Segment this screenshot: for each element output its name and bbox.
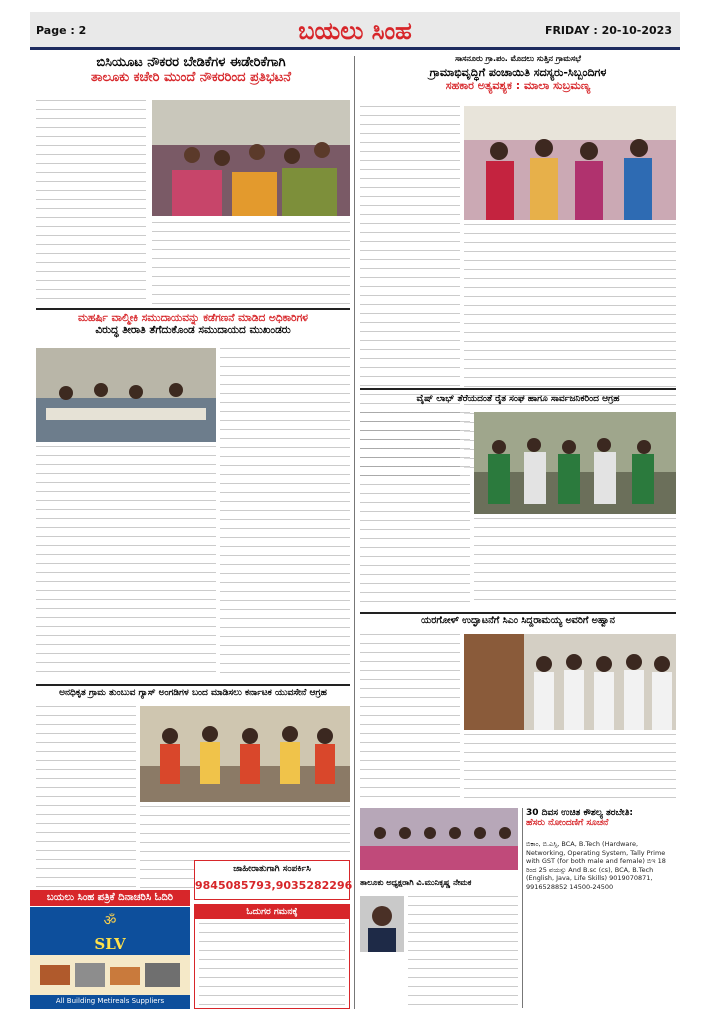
column-divider bbox=[354, 56, 355, 1009]
readers-notice-heading: ಓದುಗರ ಗಮನಕ್ಕೆ bbox=[195, 905, 349, 919]
article-1-text-continued bbox=[152, 222, 350, 304]
divider bbox=[36, 308, 350, 310]
subscribe-ad-heading: ಬಯಲು ಸಿಂಹ ಪತ್ರಿಕೆ ದಿನಾಚರಿಸಿ ಓದಿರಿ bbox=[30, 890, 190, 906]
newspaper-page bbox=[30, 12, 680, 1012]
farmers-protest-photo bbox=[474, 412, 676, 514]
article-1-photo bbox=[152, 100, 350, 216]
r3-photo bbox=[464, 634, 676, 730]
newspaper-title: ಬಯಲು ಸಿಂಹ bbox=[298, 16, 412, 45]
readers-notice-text bbox=[199, 923, 345, 1005]
r3-headline: ಯರಗೋಳ್ ಉದ್ಘಾಟನೆಗೆ ಸಿಎಂ ಸಿದ್ದರಾಮಯ್ಯ ಅವರಿಗೆ ಅಹ್ವಾನ bbox=[421, 616, 615, 626]
meeting-inset-photo bbox=[360, 808, 518, 870]
article-2-headline bbox=[36, 312, 350, 346]
divider bbox=[36, 684, 350, 686]
bricks-icon bbox=[30, 955, 190, 995]
readers-notice bbox=[194, 904, 350, 1009]
article-3-headline: ಅನಧಿಕೃತ ಗ್ರಾಮ ತುಂಬುವ ಗ್ಯಾಸ್ ಅಂಗಡಿಗಳ ಬಂದ ಮಾಡಿಸಲು ಕರ್ನಾಟಕ ಯುವಸೇನೆ ಆಗ್ರಹ bbox=[59, 688, 327, 698]
slv-enterprises-name: SLV bbox=[94, 935, 126, 953]
r5-headline: ತಾಲೂಕು ಅಧ್ಯಕ್ಷರಾಗಿ ವಿ.ಮುನಿಕೃಷ್ಣ ನೇಮಕ bbox=[360, 878, 472, 887]
portrait-photo bbox=[360, 896, 404, 952]
article-2-headline-line1: ಮಹರ್ಷಿ ವಾಲ್ಮೀಕಿ ಸಮುದಾಯವನ್ನು ಕಡೆಗಣನೆ ಮಾಡಿದ ಅಧಿಕಾರಿಗಳ bbox=[78, 312, 308, 324]
r4-headline-line1: 30 ದಿವಸ ಉಚಿತ ಕೌಶಲ್ಯ ತರಬೇತಿ: bbox=[526, 808, 633, 818]
r1-headline bbox=[360, 67, 676, 101]
article-2-photo bbox=[36, 348, 216, 442]
divider bbox=[360, 612, 676, 614]
r2-photo bbox=[474, 412, 676, 514]
article-2-text-left bbox=[36, 446, 216, 678]
r3-text bbox=[360, 634, 460, 804]
group-photo bbox=[140, 706, 350, 802]
article-1-headline-line1: ಬಿಸಿಯೂಟ ನೌಕರರ ಬೇಡಿಕೆಗಳ ಈಡೇರಿಕೆಗಾಗಿ bbox=[96, 56, 286, 70]
r2-headline: ವೈಷ್ ಲಾಭ್ ತೆರೆಯದಂತೆ ರೈತ ಸಂಘ ಹಾಗೂ ಸಾರ್ವಜನಿಕರಿಂದ ಆಗ್ರಹ bbox=[416, 394, 620, 404]
gram-sabha-photo bbox=[464, 106, 676, 220]
r1-headline-line1: ಗ್ರಾಮಾಭಿವೃದ್ಧಿಗೆ ಪಂಚಾಯಿತಿ ಸದಸ್ಯರು-ಸಿಬ್ಬಂದಿಗಳ bbox=[429, 67, 607, 79]
issue-date: FRIDAY : 20-10-2023 bbox=[544, 24, 672, 37]
r3-text-continued bbox=[464, 734, 676, 804]
r3-inset-photo bbox=[360, 808, 518, 870]
r4-headline bbox=[526, 808, 676, 836]
r4-headline-line2: ಹೆಸರು ನೋಂದಣಿಗೆ ಸೂಚನೆ bbox=[526, 818, 609, 829]
page-number: Page : 2 bbox=[36, 24, 87, 37]
meeting-photo bbox=[36, 348, 216, 442]
r1-headline-line2: ಸಹಕಾರ ಅತ್ಯವಶ್ಯಕ : ಮಾಲಾ ಸುಬ್ರಮಣ್ಯ bbox=[445, 78, 591, 92]
cm-invitation-photo bbox=[464, 634, 676, 730]
r4-text: ಬಿಕಾಂ, ಬಿ.ಎಸ್ಸಿ, BCA, B.Tech (Hardware, Networking, Operating System, Tally Prime with GST (for both male and female) ಬಿಇ 18 ರಿಂದ 25 ವಯಸ್ಸು And B.sc (cs), BCA, B.Tech (English, Java, Life Skills) 9019070871, 9916528852 14500-24500 bbox=[526, 840, 666, 891]
r5-text bbox=[408, 896, 518, 1008]
protest-photo bbox=[152, 100, 350, 216]
article-1-text bbox=[36, 100, 146, 304]
article-1-headline bbox=[36, 56, 346, 96]
column-divider bbox=[522, 808, 523, 1008]
slv-tagline: All Building Metireals Suppliers bbox=[55, 997, 165, 1005]
building-materials-image bbox=[30, 955, 190, 995]
article-3-text bbox=[36, 706, 136, 896]
advertise-phone: 9845085793,9035282296 bbox=[195, 879, 353, 892]
r1-kicker: ಸಾಸನೂರು ಗ್ರಾ.ಪಂ. ಮೊದಲು ಸುತ್ತಿನ ಗ್ರಾಮಸಭೆ bbox=[455, 54, 581, 63]
r5-portrait bbox=[360, 896, 404, 952]
article-3-photo bbox=[140, 706, 350, 802]
r2-text-continued bbox=[474, 518, 676, 608]
r1-photo bbox=[464, 106, 676, 220]
divider bbox=[360, 388, 676, 390]
article-2-text bbox=[220, 348, 350, 678]
slv-enterprises-ad bbox=[30, 907, 190, 1009]
masthead bbox=[30, 12, 680, 50]
advertise-contact-ad bbox=[194, 860, 353, 900]
r2-text bbox=[360, 412, 470, 608]
advertise-contact-heading: ಜಾಹೀರಾತುಗಾಗಿ ಸಂಪರ್ಕಿಸಿ bbox=[233, 864, 311, 874]
om-symbol: ॐ bbox=[103, 913, 117, 929]
article-1-headline-line2: ತಾಲೂಕು ಕಚೇರಿ ಮುಂದೆ ನೌಕರರಿಂದ ಪ್ರತಿಭಟನೆ bbox=[90, 69, 292, 85]
article-2-headline-line2: ವಿರುದ್ಧ ತೀರಾತಿ ತೆಗೆದುಕೊಂಡ ಸಮುದಾಯದ ಮುಖಂಡರು bbox=[95, 324, 291, 337]
